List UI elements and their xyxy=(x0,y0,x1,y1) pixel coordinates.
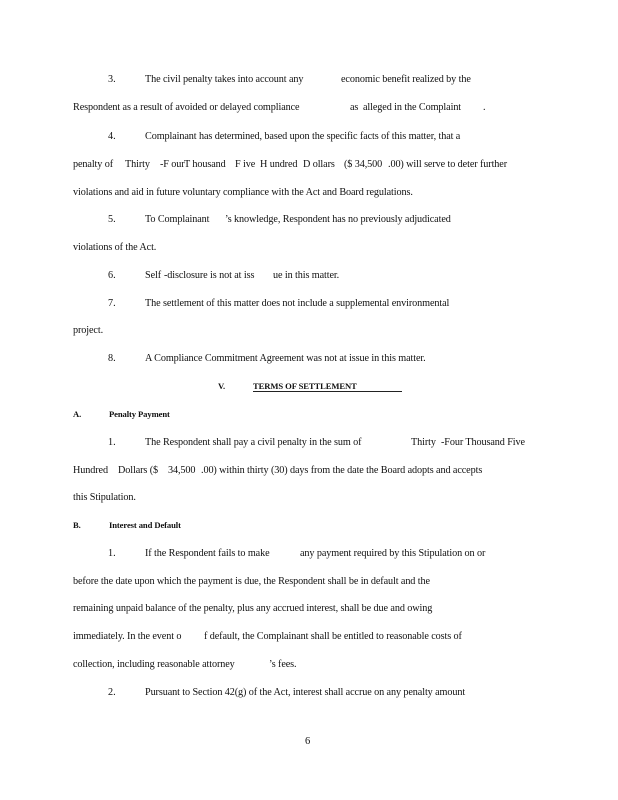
paragraph-number: 4. xyxy=(108,131,116,142)
paragraph-text: -F our xyxy=(160,159,185,170)
paragraph-text: .00) within thirty (30) days from the date the Board adopts and accepts xyxy=(201,465,483,476)
subsection-title: Penalty Payment xyxy=(109,409,170,419)
paragraph-text: 34,500 xyxy=(168,465,196,476)
section-title: TERMS OF SETTLEMENT xyxy=(253,381,357,391)
paragraph-text: .00) will serve to deter further xyxy=(388,159,508,170)
paragraph-text: F ive xyxy=(235,159,256,170)
subsection-letter: A. xyxy=(73,409,82,419)
paragraph-text: as xyxy=(350,102,359,113)
paragraph-number: 7. xyxy=(108,298,116,309)
paragraph-text: ($ 34,500 xyxy=(344,159,383,170)
paragraph-text: Self xyxy=(145,270,162,281)
paragraph-text: violations and aid in future voluntary compliance with the Act and Board regulations. xyxy=(73,187,413,198)
paragraph-text: ’s knowledge, Respondent has no previously adjudicated xyxy=(225,214,451,225)
paragraph-text: Respondent as a result of avoided or delayed compliance xyxy=(73,102,300,113)
paragraph-text: this Stipulation. xyxy=(73,492,136,503)
paragraph-text: T housand xyxy=(184,159,226,170)
paragraph-text: If the Respondent fails to make xyxy=(145,548,270,559)
paragraph-number: 2. xyxy=(108,687,116,698)
paragraph-text: remaining unpaid balance of the penalty, plus any accrued interest, shall be due and owing xyxy=(73,603,433,614)
paragraph-text: before the date upon which the payment is due, the Respondent shall be in default and the xyxy=(73,576,430,587)
subsection-letter: B. xyxy=(73,520,81,530)
paragraph-number: 3. xyxy=(108,74,116,85)
paragraph-number: 5. xyxy=(108,214,116,225)
paragraph-text: -Four Thousand Five xyxy=(441,437,525,448)
paragraph-text: alleged in the Complaint xyxy=(363,102,462,113)
paragraph-number: 8. xyxy=(108,353,116,364)
paragraph-text: Thirty xyxy=(125,159,150,170)
paragraph-number: 6. xyxy=(108,270,116,281)
paragraph-text: Pursuant to Section 42(g) of the Act, interest shall accrue on any penalty amount xyxy=(145,687,466,698)
paragraph-text: The settlement of this matter does not include a supplemental environmental xyxy=(145,298,450,309)
paragraph-text: Hundred xyxy=(73,465,108,476)
paragraph-text: economic benefit realized by the xyxy=(341,74,471,85)
paragraph-text: Complainant has determined, based upon the specific facts of this matter, that a xyxy=(145,131,461,142)
paragraph-text: project. xyxy=(73,325,104,336)
paragraph-number: 1. xyxy=(108,548,116,559)
paragraph-text: ue in this matter. xyxy=(273,270,340,281)
section-number: V. xyxy=(218,381,226,391)
page-number: 6 xyxy=(305,736,311,747)
paragraph-text: collection, including reasonable attorney xyxy=(73,659,235,670)
paragraph-text: The Respondent shall pay a civil penalty in the sum of xyxy=(145,437,362,448)
paragraph-number: 1. xyxy=(108,437,116,448)
paragraph-text: -disclosure is not at iss xyxy=(164,270,255,281)
paragraph-text: D ollars xyxy=(303,159,335,170)
section-title-underline xyxy=(253,391,402,392)
paragraph-text: A Compliance Commitment Agreement was not at issue in this matter. xyxy=(145,353,426,364)
paragraph-text: violations of the Act. xyxy=(73,242,157,253)
paragraph-text: immediately. In the event o xyxy=(73,631,182,642)
paragraph-text: . xyxy=(483,102,486,113)
paragraph-text: ’s fees. xyxy=(269,659,297,670)
paragraph-text: To Complainant xyxy=(145,214,210,225)
paragraph-text: The civil penalty takes into account any xyxy=(145,74,304,85)
paragraph-text: penalty of xyxy=(73,159,114,170)
subsection-title: Interest and Default xyxy=(109,520,181,530)
paragraph-text: Dollars ($ xyxy=(118,465,159,476)
paragraph-text: Thirty xyxy=(411,437,436,448)
paragraph-text: H undred xyxy=(260,159,298,170)
paragraph-text: f default, the Complainant shall be entitled to reasonable costs of xyxy=(204,631,462,642)
paragraph-text: any payment required by this Stipulation on or xyxy=(300,548,486,559)
